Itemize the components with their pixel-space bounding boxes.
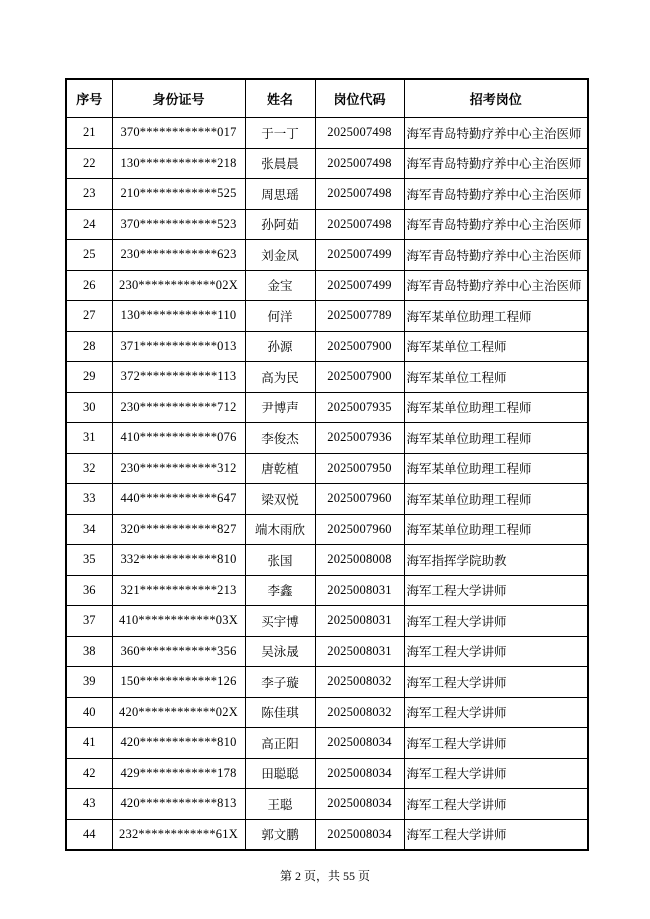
- cell-name: 张国: [245, 545, 315, 576]
- cell-name: 李俊杰: [245, 423, 315, 454]
- table-row: [66, 453, 588, 484]
- cell-id-number: 371************013: [112, 331, 245, 362]
- cell-job-code: 2025007900: [315, 362, 404, 393]
- cell-seq: 35: [66, 545, 112, 576]
- cell-id-number: 230************312: [112, 453, 245, 484]
- cell-seq: 37: [66, 606, 112, 637]
- col-header-name: 姓名: [245, 79, 315, 118]
- cell-name: 王聪: [245, 789, 315, 820]
- cell-name: 金宝: [245, 270, 315, 301]
- table-row: [66, 392, 588, 423]
- applicant-table: [65, 78, 589, 851]
- cell-job-title: 海军某单位工程师: [404, 362, 588, 393]
- cell-id-number: 320************827: [112, 514, 245, 545]
- cell-job-title: 海军某单位助理工程师: [404, 301, 588, 332]
- cell-job-title: 海军某单位工程师: [404, 331, 588, 362]
- table-row: [66, 423, 588, 454]
- cell-job-code: 2025007960: [315, 514, 404, 545]
- cell-id-number: 130************218: [112, 148, 245, 179]
- cell-job-title: 海军某单位助理工程师: [404, 514, 588, 545]
- table-row: [66, 545, 588, 576]
- cell-seq: 22: [66, 148, 112, 179]
- table-row: [66, 789, 588, 820]
- table-row: [66, 240, 588, 271]
- cell-name: 孙阿茹: [245, 209, 315, 240]
- cell-job-title: 海军工程大学讲师: [404, 789, 588, 820]
- cell-job-title: 海军某单位助理工程师: [404, 423, 588, 454]
- table-row: [66, 362, 588, 393]
- table-row: [66, 819, 588, 850]
- cell-seq: 28: [66, 331, 112, 362]
- col-header-job-code: 岗位代码: [315, 79, 404, 118]
- cell-seq: 21: [66, 118, 112, 149]
- cell-id-number: 332************810: [112, 545, 245, 576]
- cell-id-number: 150************126: [112, 667, 245, 698]
- cell-job-title: 海军工程大学讲师: [404, 606, 588, 637]
- cell-seq: 41: [66, 728, 112, 759]
- cell-job-code: 2025007498: [315, 179, 404, 210]
- cell-job-code: 2025008008: [315, 545, 404, 576]
- cell-name: 郭文鹏: [245, 819, 315, 850]
- cell-seq: 25: [66, 240, 112, 271]
- cell-seq: 34: [66, 514, 112, 545]
- cell-job-code: 2025008031: [315, 606, 404, 637]
- cell-name: 陈佳琪: [245, 697, 315, 728]
- cell-name: 尹博声: [245, 392, 315, 423]
- cell-job-title: 海军青岛特勤疗养中心主治医师: [404, 209, 588, 240]
- cell-seq: 30: [66, 392, 112, 423]
- cell-job-code: 2025007499: [315, 240, 404, 271]
- cell-job-title: 海军工程大学讲师: [404, 667, 588, 698]
- cell-job-title: 海军某单位助理工程师: [404, 453, 588, 484]
- page-number-footer: 第 2 页，共 55 页: [279, 869, 370, 883]
- cell-seq: 31: [66, 423, 112, 454]
- cell-job-code: 2025008032: [315, 697, 404, 728]
- cell-id-number: 410************076: [112, 423, 245, 454]
- cell-id-number: 410************03X: [112, 606, 245, 637]
- cell-seq: 38: [66, 636, 112, 667]
- cell-job-code: 2025008034: [315, 728, 404, 759]
- cell-job-code: 2025007498: [315, 148, 404, 179]
- cell-job-code: 2025008034: [315, 789, 404, 820]
- table-row: [66, 636, 588, 667]
- cell-job-title: 海军工程大学讲师: [404, 728, 588, 759]
- cell-name: 端木雨欣: [245, 514, 315, 545]
- col-header-seq: 序号: [66, 79, 112, 118]
- cell-seq: 42: [66, 758, 112, 789]
- cell-seq: 33: [66, 484, 112, 515]
- cell-job-code: 2025007499: [315, 270, 404, 301]
- cell-seq: 40: [66, 697, 112, 728]
- cell-job-code: 2025007960: [315, 484, 404, 515]
- cell-name: 田聪聪: [245, 758, 315, 789]
- cell-job-code: 2025007498: [315, 209, 404, 240]
- cell-name: 于一丁: [245, 118, 315, 149]
- cell-id-number: 210************525: [112, 179, 245, 210]
- cell-name: 高为民: [245, 362, 315, 393]
- cell-job-title: 海军工程大学讲师: [404, 575, 588, 606]
- cell-seq: 36: [66, 575, 112, 606]
- cell-id-number: 230************712: [112, 392, 245, 423]
- cell-id-number: 429************178: [112, 758, 245, 789]
- table-row: [66, 484, 588, 515]
- cell-job-code: 2025007900: [315, 331, 404, 362]
- table-row: [66, 514, 588, 545]
- cell-job-code: 2025008034: [315, 819, 404, 850]
- cell-job-code: 2025007935: [315, 392, 404, 423]
- cell-job-title: 海军青岛特勤疗养中心主治医师: [404, 118, 588, 149]
- cell-id-number: 232************61X: [112, 819, 245, 850]
- cell-id-number: 420************813: [112, 789, 245, 820]
- cell-seq: 23: [66, 179, 112, 210]
- cell-name: 刘金凤: [245, 240, 315, 271]
- table-row: [66, 301, 588, 332]
- cell-job-title: 海军工程大学讲师: [404, 697, 588, 728]
- cell-job-code: 2025007789: [315, 301, 404, 332]
- table-row: [66, 179, 588, 210]
- cell-seq: 32: [66, 453, 112, 484]
- cell-seq: 44: [66, 819, 112, 850]
- cell-seq: 24: [66, 209, 112, 240]
- cell-job-title: 海军工程大学讲师: [404, 819, 588, 850]
- cell-job-title: 海军青岛特勤疗养中心主治医师: [404, 240, 588, 271]
- col-header-job-title: 招考岗位: [404, 79, 588, 118]
- cell-id-number: 321************213: [112, 575, 245, 606]
- cell-id-number: 230************623: [112, 240, 245, 271]
- cell-id-number: 440************647: [112, 484, 245, 515]
- cell-id-number: 130************110: [112, 301, 245, 332]
- cell-job-code: 2025008031: [315, 636, 404, 667]
- table-row: [66, 758, 588, 789]
- cell-seq: 29: [66, 362, 112, 393]
- cell-name: 高正阳: [245, 728, 315, 759]
- table-row: [66, 148, 588, 179]
- cell-id-number: 372************113: [112, 362, 245, 393]
- table-row: [66, 697, 588, 728]
- cell-name: 吴泳晟: [245, 636, 315, 667]
- cell-job-title: 海军工程大学讲师: [404, 758, 588, 789]
- cell-name: 周思瑶: [245, 179, 315, 210]
- cell-seq: 26: [66, 270, 112, 301]
- cell-job-title: 海军青岛特勤疗养中心主治医师: [404, 270, 588, 301]
- cell-name: 唐乾植: [245, 453, 315, 484]
- cell-job-title: 海军指挥学院助教: [404, 545, 588, 576]
- table-row: [66, 606, 588, 637]
- cell-seq: 43: [66, 789, 112, 820]
- table-row: [66, 331, 588, 362]
- cell-job-title: 海军青岛特勤疗养中心主治医师: [404, 148, 588, 179]
- cell-id-number: 370************017: [112, 118, 245, 149]
- table-row: [66, 118, 588, 149]
- cell-job-code: 2025007936: [315, 423, 404, 454]
- table-row: [66, 728, 588, 759]
- col-header-id-number: 身份证号: [112, 79, 245, 118]
- table-row: [66, 667, 588, 698]
- cell-id-number: 420************02X: [112, 697, 245, 728]
- cell-job-title: 海军工程大学讲师: [404, 636, 588, 667]
- cell-job-code: 2025008034: [315, 758, 404, 789]
- cell-job-title: 海军某单位助理工程师: [404, 392, 588, 423]
- cell-job-code: 2025008032: [315, 667, 404, 698]
- cell-name: 张晨晨: [245, 148, 315, 179]
- cell-job-title: 海军青岛特勤疗养中心主治医师: [404, 179, 588, 210]
- cell-name: 买宇博: [245, 606, 315, 637]
- cell-job-code: 2025007498: [315, 118, 404, 149]
- cell-job-title: 海军某单位助理工程师: [404, 484, 588, 515]
- cell-name: 李子璇: [245, 667, 315, 698]
- cell-seq: 27: [66, 301, 112, 332]
- cell-seq: 39: [66, 667, 112, 698]
- cell-name: 孙源: [245, 331, 315, 362]
- cell-job-code: 2025008031: [315, 575, 404, 606]
- table-header-row: [66, 79, 588, 118]
- table-row: [66, 209, 588, 240]
- cell-id-number: 370************523: [112, 209, 245, 240]
- cell-name: 李鑫: [245, 575, 315, 606]
- cell-id-number: 360************356: [112, 636, 245, 667]
- cell-job-code: 2025007950: [315, 453, 404, 484]
- table-row: [66, 575, 588, 606]
- cell-name: 何洋: [245, 301, 315, 332]
- table-row: [66, 270, 588, 301]
- cell-name: 梁双悦: [245, 484, 315, 515]
- cell-id-number: 230************02X: [112, 270, 245, 301]
- cell-id-number: 420************810: [112, 728, 245, 759]
